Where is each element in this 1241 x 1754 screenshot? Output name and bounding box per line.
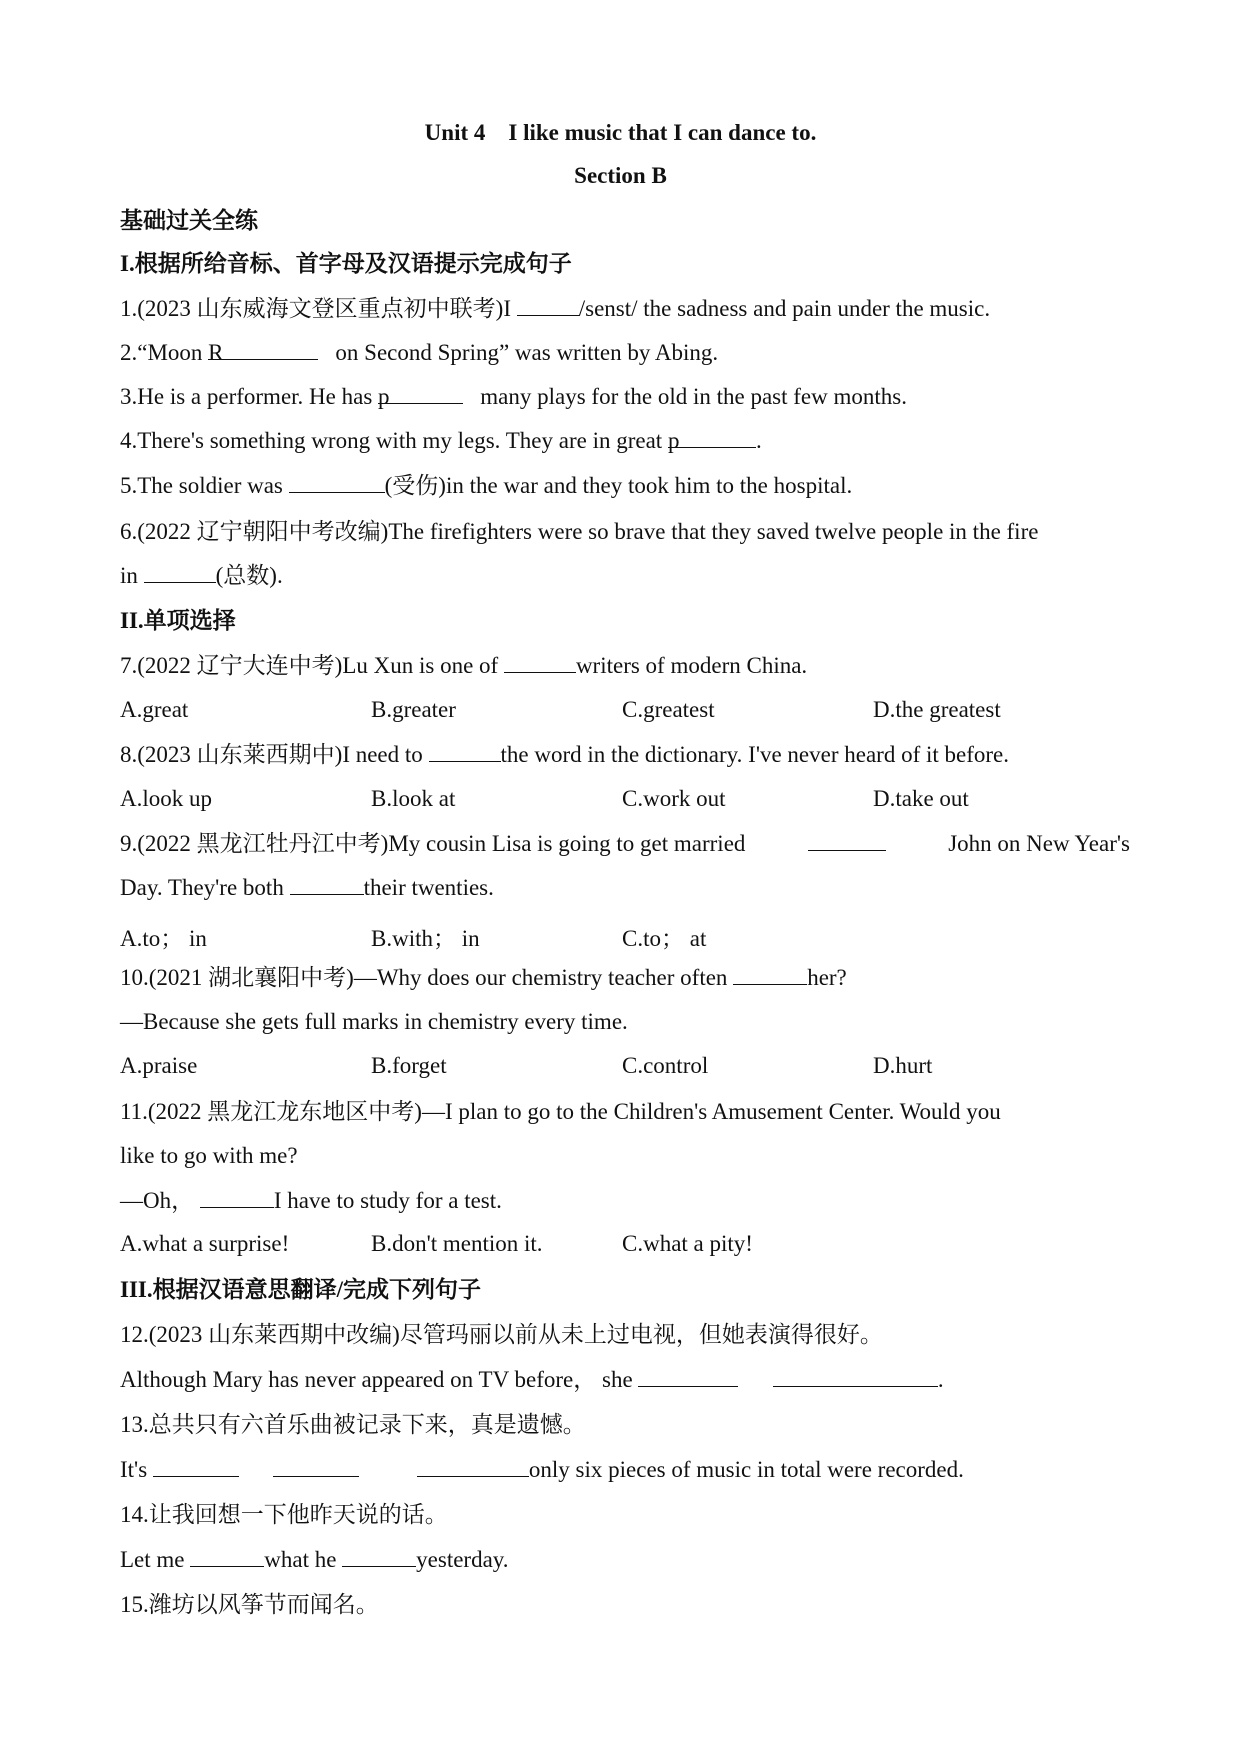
q7-blank[interactable] bbox=[504, 652, 576, 673]
question-6-line2 bbox=[120, 562, 1130, 590]
q14-sentence bbox=[120, 1546, 1130, 1574]
q9-text-c: Day. They're both bbox=[120, 875, 290, 900]
question-3 bbox=[120, 383, 1130, 411]
q9-option-b[interactable]: B.with； in bbox=[371, 926, 480, 951]
q7-text-b: writers of modern China. bbox=[575, 653, 808, 678]
q10-text-b: her? bbox=[807, 965, 847, 990]
question-2 bbox=[120, 339, 1130, 367]
q10-blank[interactable] bbox=[733, 964, 807, 985]
q10-option-d[interactable]: D.hurt bbox=[873, 1053, 933, 1078]
q4-text-b: . bbox=[755, 428, 762, 453]
question-10 bbox=[120, 964, 1130, 992]
q1-blank[interactable] bbox=[517, 295, 579, 316]
q5-text-b: (受伤)in the war and they took him to the hospital. bbox=[384, 473, 853, 498]
question-5 bbox=[120, 472, 1130, 500]
question-1 bbox=[120, 295, 1130, 323]
q13-sentence bbox=[120, 1456, 1130, 1484]
q5-blank[interactable] bbox=[289, 472, 385, 493]
q6-text-a: in bbox=[120, 563, 144, 588]
q3-blank[interactable] bbox=[378, 383, 463, 409]
q8-text-b: the word in the dictionary. I've never heard of it before. bbox=[500, 742, 1009, 767]
practice-heading: 基础过关全练 bbox=[120, 208, 258, 233]
q9-text-a: 9.(2022 黑龙江牡丹江中考)My cousin Lisa is going to get married bbox=[120, 831, 746, 856]
q7-option-b[interactable]: B.greater bbox=[371, 697, 456, 722]
q11-blank[interactable] bbox=[200, 1187, 274, 1208]
q9-blank-2[interactable] bbox=[290, 874, 364, 895]
q1-text-b: /senst/ the sadness and pain under the music. bbox=[578, 296, 991, 321]
q13-blank-2[interactable] bbox=[273, 1456, 359, 1477]
question-6-line1: 6.(2022 辽宁朝阳中考改编)The firefighters were so brave that they saved twelve people in the fire bbox=[120, 519, 1039, 544]
question-4 bbox=[120, 427, 1130, 455]
part3-heading: III.根据汉语意思翻译/完成下列句子 bbox=[120, 1277, 481, 1302]
q13-blank-1[interactable] bbox=[153, 1456, 239, 1477]
q12-prompt: 12.(2023 山东莱西期中改编)尽管玛丽以前从未上过电视，但她表演得很好。 bbox=[120, 1322, 883, 1347]
q8-text-a: 8.(2023 山东莱西期中)I need to bbox=[120, 742, 429, 767]
q8-option-b[interactable]: B.look at bbox=[371, 786, 456, 811]
q10-reply: —Because she gets full marks in chemistry every time. bbox=[120, 1009, 628, 1034]
q3-text-b: many plays for the old in the past few months. bbox=[480, 384, 907, 409]
q10-option-c[interactable]: C.control bbox=[622, 1053, 709, 1078]
q3-text-a: 3.He is a performer. He has bbox=[120, 384, 379, 409]
q9-option-c[interactable]: C.to； at bbox=[622, 926, 707, 951]
q11-option-b[interactable]: B.don't mention it. bbox=[371, 1231, 543, 1256]
q3-initial-letter: p bbox=[378, 384, 390, 409]
q11-text-a: —Oh， bbox=[120, 1188, 200, 1213]
q12-sentence bbox=[120, 1366, 1130, 1394]
question-8 bbox=[120, 741, 1130, 769]
q4-text-a: 4.There's something wrong with my legs. They are in great bbox=[120, 428, 668, 453]
q14-prompt: 14.让我回想一下他昨天说的话。 bbox=[120, 1502, 448, 1527]
q9-text-b: John on New Year's bbox=[948, 831, 1130, 856]
q7-option-d[interactable]: D.the greatest bbox=[873, 697, 1001, 722]
q9-text-d: their twenties. bbox=[363, 875, 494, 900]
question-7 bbox=[120, 652, 1130, 680]
q10-option-a[interactable]: A.praise bbox=[120, 1053, 198, 1078]
question-11-line1: 11.(2022 黑龙江龙东地区中考)—I plan to go to the Children's Amusement Center. Would you bbox=[120, 1099, 1001, 1124]
question-9-line2 bbox=[120, 874, 1130, 902]
question-11-line3 bbox=[120, 1187, 1130, 1215]
q14-text-a: Let me bbox=[120, 1547, 191, 1572]
q12-text-b: . bbox=[937, 1367, 944, 1392]
q14-blank-1[interactable] bbox=[190, 1546, 264, 1567]
part1-heading: I.根据所给音标、首字母及汉语提示完成句子 bbox=[120, 251, 572, 276]
q14-text-c: yesterday. bbox=[416, 1547, 509, 1572]
q14-blank-2[interactable] bbox=[342, 1546, 416, 1567]
q13-text-b: only six pieces of music in total were recorded. bbox=[528, 1457, 964, 1482]
q11-option-c[interactable]: C.what a pity! bbox=[622, 1231, 753, 1256]
q2-blank[interactable] bbox=[208, 339, 318, 365]
q10-text-a: 10.(2021 湖北襄阳中考)—Why does our chemistry teacher often bbox=[120, 965, 734, 990]
q7-text-a: 7.(2022 辽宁大连中考)Lu Xun is one of bbox=[120, 653, 504, 678]
question-9-line1 bbox=[120, 830, 1130, 858]
q2-text-b: on Second Spring” was written by Abing. bbox=[335, 340, 719, 365]
q4-initial-letter: p bbox=[667, 428, 680, 453]
q11-option-a[interactable]: A.what a surprise! bbox=[120, 1231, 290, 1256]
q6-blank[interactable] bbox=[144, 562, 216, 583]
q8-blank[interactable] bbox=[429, 741, 501, 762]
q8-option-c[interactable]: C.work out bbox=[622, 786, 726, 811]
q4-blank[interactable] bbox=[667, 427, 756, 453]
q5-text-a: 5.The soldier was bbox=[120, 473, 289, 498]
q2-text-a: 2.“Moon bbox=[120, 340, 209, 365]
q11-text-b: I have to study for a test. bbox=[273, 1188, 502, 1213]
q13-blank-3[interactable] bbox=[417, 1456, 529, 1477]
q10-option-b[interactable]: B.forget bbox=[371, 1053, 447, 1078]
q8-option-a[interactable]: A.look up bbox=[120, 786, 212, 811]
section-title: Section B bbox=[574, 163, 667, 188]
q2-initial-letter: R bbox=[208, 340, 224, 365]
q12-blank-2[interactable] bbox=[773, 1366, 938, 1387]
q12-blank-1[interactable] bbox=[638, 1366, 738, 1387]
q15-prompt: 15.潍坊以风筝节而闻名。 bbox=[120, 1592, 379, 1617]
question-11-line2: like to go with me? bbox=[120, 1143, 298, 1168]
q7-option-c[interactable]: C.greatest bbox=[622, 697, 715, 722]
q12-text-a: Although Mary has never appeared on TV before， she bbox=[120, 1367, 639, 1392]
part2-heading: II.单项选择 bbox=[120, 608, 236, 633]
q6-text-b: (总数). bbox=[215, 563, 283, 588]
unit-title: Unit 4 I like music that I can dance to. bbox=[424, 120, 817, 145]
q9-blank-1[interactable] bbox=[808, 830, 886, 851]
q13-text-a: It's bbox=[120, 1457, 153, 1482]
q9-option-a[interactable]: A.to； in bbox=[120, 926, 207, 951]
q8-option-d[interactable]: D.take out bbox=[873, 786, 969, 811]
q13-prompt: 13.总共只有六首乐曲被记录下来，真是遗憾。 bbox=[120, 1412, 586, 1437]
q7-option-a[interactable]: A.great bbox=[120, 697, 189, 722]
q14-text-b: what he bbox=[264, 1547, 343, 1572]
q1-text-a: 1.(2023 山东威海文登区重点初中联考)I bbox=[120, 296, 517, 321]
